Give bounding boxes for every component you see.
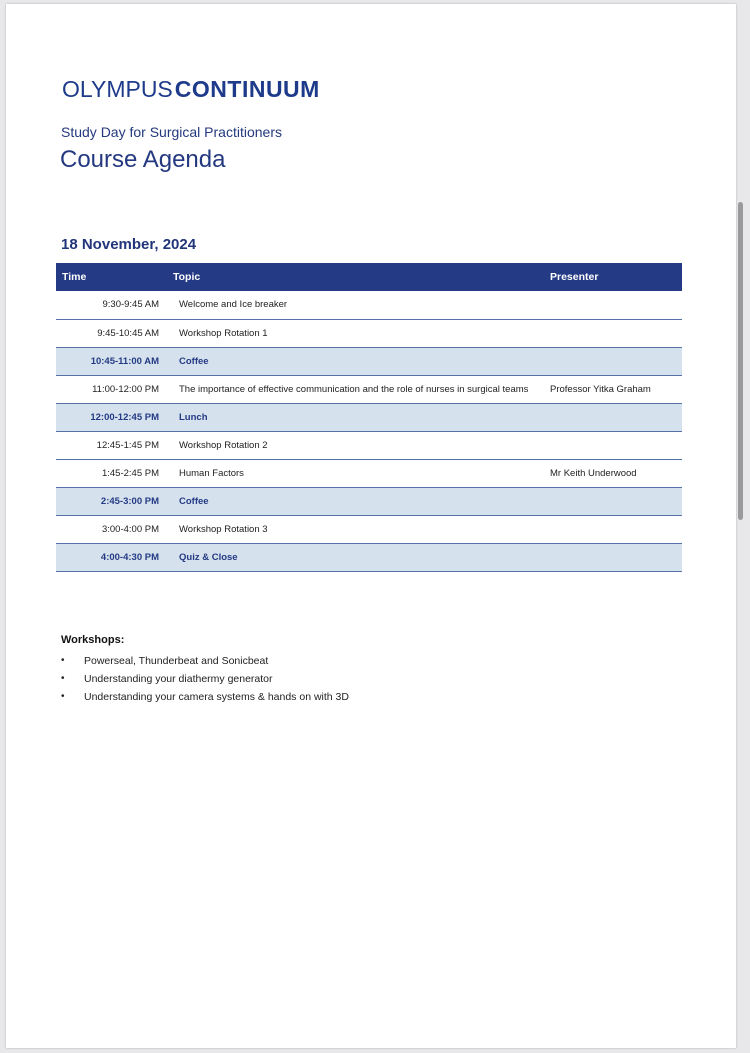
- agenda-time-cell: 12:45-1:45 PM: [56, 431, 173, 459]
- agenda-break-row: [56, 347, 682, 375]
- column-header-topic: Topic: [173, 263, 550, 291]
- agenda-row: [56, 319, 682, 347]
- column-header-presenter: Presenter: [550, 263, 682, 291]
- agenda-topic-cell: The importance of effective communication and the role of nurses in surgical teams: [173, 375, 550, 403]
- agenda-time-cell: 9:45-10:45 AM: [56, 319, 173, 347]
- workshop-list-item: [61, 688, 349, 706]
- agenda-topic-cell: Workshop Rotation 1: [173, 319, 550, 347]
- agenda-break-row: [56, 487, 682, 515]
- agenda-topic-cell: Welcome and Ice breaker: [173, 291, 550, 319]
- agenda-presenter-cell: [550, 403, 682, 431]
- olympus-continuum-logo: [62, 76, 320, 106]
- page-subtitle: Study Day for Surgical Practitioners: [61, 124, 282, 140]
- agenda-time-cell: 11:00-12:00 PM: [56, 375, 173, 403]
- workshop-item-text: Powerseal, Thunderbeat and Sonicbeat: [84, 655, 269, 667]
- agenda-topic-cell: Workshop Rotation 3: [173, 515, 550, 543]
- agenda-time-cell: 1:45-2:45 PM: [56, 459, 173, 487]
- agenda-presenter-cell: [550, 319, 682, 347]
- agenda-time-cell: 2:45-3:00 PM: [56, 487, 173, 515]
- bullet-icon: •: [61, 655, 65, 666]
- column-header-time: Time: [56, 263, 173, 291]
- agenda-break-row: [56, 403, 682, 431]
- agenda-time-cell: 12:00-12:45 PM: [56, 403, 173, 431]
- agenda-body: [56, 291, 682, 571]
- logo-word-olympus: OLYMPUS: [62, 76, 173, 102]
- agenda-presenter-cell: [550, 431, 682, 459]
- agenda-topic-cell: Coffee: [173, 347, 550, 375]
- logo-word-continuum: CONTINUUM: [174, 76, 320, 102]
- agenda-row: [56, 431, 682, 459]
- agenda-presenter-cell: [550, 291, 682, 319]
- bullet-icon: •: [61, 673, 65, 684]
- workshop-item-text: Understanding your diathermy generator: [84, 673, 273, 685]
- workshops-list: [61, 652, 349, 706]
- bullet-icon: •: [61, 691, 65, 702]
- agenda-presenter-cell: Mr Keith Underwood: [550, 459, 682, 487]
- agenda-presenter-cell: [550, 347, 682, 375]
- agenda-row: [56, 515, 682, 543]
- agenda-date: 18 November, 2024: [61, 236, 197, 253]
- workshop-list-item: [61, 652, 349, 670]
- agenda-topic-cell: Quiz & Close: [173, 543, 550, 571]
- agenda-presenter-cell: [550, 515, 682, 543]
- page-title: Course Agenda: [60, 146, 226, 173]
- agenda-header-row: [56, 263, 682, 291]
- agenda-presenter-cell: Professor Yitka Graham: [550, 375, 682, 403]
- agenda-row: [56, 291, 682, 319]
- workshops-heading: Workshops:: [61, 634, 125, 646]
- agenda-presenter-cell: [550, 487, 682, 515]
- agenda-topic-cell: Workshop Rotation 2: [173, 431, 550, 459]
- agenda-presenter-cell: [550, 543, 682, 571]
- agenda-row: [56, 375, 682, 403]
- agenda-break-row: [56, 543, 682, 571]
- agenda-table: [56, 263, 682, 572]
- workshop-list-item: [61, 670, 349, 688]
- agenda-time-cell: 4:00-4:30 PM: [56, 543, 173, 571]
- document-page: [6, 4, 736, 1048]
- workshop-item-text: Understanding your camera systems & hands on with 3D: [84, 691, 349, 703]
- agenda-time-cell: 3:00-4:00 PM: [56, 515, 173, 543]
- agenda-time-cell: 10:45-11:00 AM: [56, 347, 173, 375]
- agenda-time-cell: 9:30-9:45 AM: [56, 291, 173, 319]
- scrollbar-thumb[interactable]: [738, 202, 743, 520]
- agenda-topic-cell: Coffee: [173, 487, 550, 515]
- agenda-row: [56, 459, 682, 487]
- agenda-topic-cell: Human Factors: [173, 459, 550, 487]
- agenda-topic-cell: Lunch: [173, 403, 550, 431]
